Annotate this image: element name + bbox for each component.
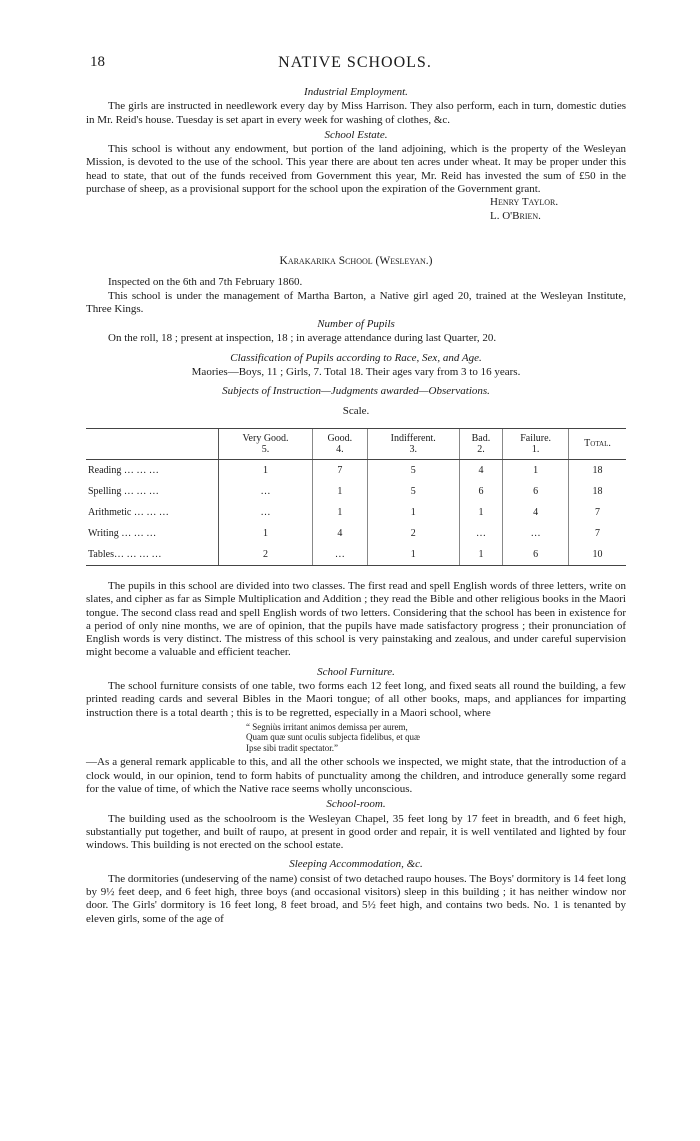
sleeping-paragraph: The dormitories (undeserving of the name) consist of two detached raupo houses. The Boys' dormitory is 14 feet long by 9½ feet deep, and 6 feet high, three boys (and occasional visitors) sleep in this building ; it has neither window nor door. The Girls' dormitory is 16 feet long, 8 feet broad, and 5½ feet high, and contains two beds. No. 1 is tenanted by eleven girls, some of the age of — [86, 872, 626, 925]
table-row: Writing … … … 1 4 2 … … 7 — [86, 523, 626, 544]
signature-obrien: L. O'Brien. — [490, 209, 541, 222]
table-header-subject — [86, 428, 219, 459]
inspection-date: Inspected on the 6th and 7th February 1860. — [108, 276, 303, 289]
quote-line: “ Segniùs irritant animos demissa per aurem, — [246, 721, 408, 732]
management-paragraph: This school is under the management of Martha Barton, a Native girl aged 20, trained at the Wesleyan Institute, Three Kings. — [86, 289, 626, 315]
table-row: Tables… … … … 2 … 1 1 6 10 — [86, 544, 626, 566]
estate-heading: School Estate. — [324, 128, 388, 141]
sleeping-heading: Sleeping Accommodation, &c. — [289, 858, 423, 871]
signature-block — [86, 196, 626, 223]
table-header-total: Total. — [569, 428, 626, 459]
page-header — [90, 54, 620, 76]
running-head: NATIVE SCHOOLS. — [278, 54, 432, 71]
pupils-heading: Number of Pupils — [317, 318, 395, 331]
school-title: Karakarika School (Wesleyan.) — [279, 254, 433, 267]
table-header-failure: Failure. 1. — [503, 428, 569, 459]
industrial-heading: Industrial Employment. — [304, 86, 408, 98]
estate-paragraph: This school is without any endowment, but portion of the land adjoining, which is the property of the Wesleyan Mission, is devoted to the use of the school. This year there are about ten acres under wheat. It may be proper under this head to state, that out of the funds received from Government this year, Mr. Reid has invested the sum of £50 in the purchase of sheep, as a provisional support for the school upon the expiration of the Government grant. — [86, 143, 626, 196]
industrial-paragraph: The girls are instructed in needlework every day by Miss Harrison. They also perform, each in turn, domestic duties in Mr. Reid's house. Tuesday is set apart in every week for washing of clothes, &c. — [86, 100, 626, 126]
schoolroom-heading: School-room. — [326, 798, 386, 811]
classification-paragraph: Maories—Boys, 11 ; Girls, 7. Total 18. Their ages vary from 3 to 16 years. — [191, 366, 521, 379]
classification-heading: Classification of Pupils according to Race, Sex, and Age. — [230, 351, 482, 364]
pupils-progress-paragraph: The pupils in this school are divided into two classes. The first read and spell English words of three letters, write on slates, and cipher as far as Simple Multiplication and Addition ; they read the Bible and other religious books in the Maori tongue. The second class read and spell English words of two letters. Considering that the school has been in existence for a period of only nine months, we are of opinion, that the pupils have made satisfactory progress ; their pronunciation of English words is very distinct. The mistress of this school is very painstaking and zealous, and under careful supervision might become a valuable and efficient teacher. — [86, 579, 626, 659]
table-header-very-good: Very Good. 5. — [219, 428, 313, 459]
table-header-bad: Bad. 2. — [459, 428, 502, 459]
latin-quotation — [246, 722, 626, 754]
page-number: 18 — [90, 54, 105, 70]
schoolroom-paragraph: The building used as the schoolroom is the Wesleyan Chapel, 35 feet long by 17 feet in breadth, and 6 feet high, substantially put together, and built of raupo, at present in good order and repair, it is well ventilated and lighted by four windows. This building is not erected on the school estate. — [86, 812, 626, 852]
table-header-indifferent: Indifferent. 3. — [367, 428, 459, 459]
table-row: Arithmetic … … … … 1 1 1 4 7 — [86, 502, 626, 523]
signature-taylor: Henry Taylor. — [490, 196, 559, 209]
general-remark-paragraph: —As a general remark applicable to this, and all the other schools we inspected, we might state, that the introduction of a clock would, in our opinion, tend to form habits of punctuality among the children, and introduce generally some regard for the value of time, of which the Native race seems wholly unconscious. — [86, 756, 626, 795]
quote-line: Quam quæ sunt oculis subjecta fidelibus, et quæ — [246, 732, 420, 743]
judgments-table — [86, 428, 626, 566]
subjects-heading: Subjects of Instruction—Judgments awarded—Observations. — [222, 385, 490, 398]
quote-line: Ipse sibi tradit spectator.” — [246, 742, 338, 753]
pupils-paragraph: On the roll, 18 ; present at inspection, 18 ; in average attendance during last Quarter, 20. — [108, 332, 497, 345]
page-content — [86, 84, 626, 926]
table-row: Reading … … … 1 7 5 4 1 18 — [86, 459, 626, 481]
table-header-row — [86, 428, 626, 459]
scale-label: Scale. — [342, 404, 370, 417]
table-header-good: Good. 4. — [312, 428, 367, 459]
furniture-paragraph: The school furniture consists of one table, two forms each 12 feet long, and fixed seats all round the building, a few printed reading cards and several Bibles in the Maori tongue; of all other books, maps, and appliances for imparting instruction there is a total dearth ; this is to be regretted, especially in a Maori school, where — [86, 680, 626, 719]
table-row: Spelling … … … … 1 5 6 6 18 — [86, 481, 626, 502]
furniture-heading: School Furniture. — [317, 665, 395, 678]
